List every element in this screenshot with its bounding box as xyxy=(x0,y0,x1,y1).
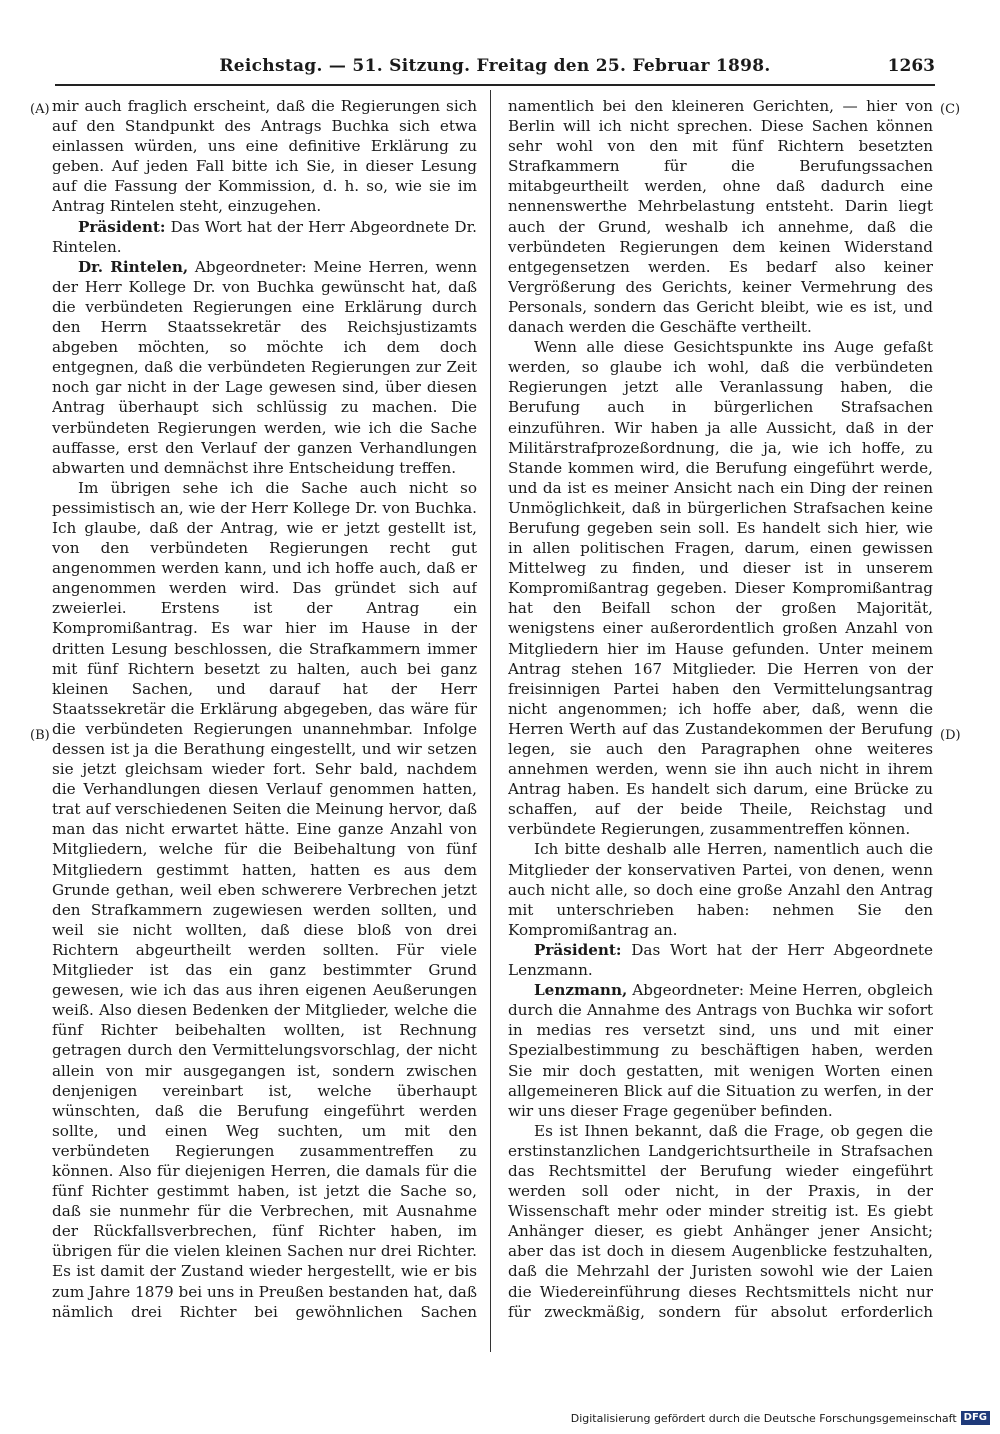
paragraph-text: Abgeordneter: Meine Herren, wenn der Herr Kollege Dr. von Buchka gewünscht hat, daß die verbündeten Regierungen eine Erklärung durch den Herrn Staatssekretär des Reichsjustizamts abgeben möchten, so möchte ich dem doch entgegnen, daß die verbündeten Regierungen zur Zeit noch gar nicht in der Lage gewesen sind, über diesen Antrag überhaupt sich schlüssig zu machen. Die verbündeten Regierungen werden, wie ich die Sache auffasse, erst den Verlauf der ganzen Verhandlungen abwarten und demnächst ihre Entscheidung treffen. xyxy=(52,257,477,477)
paragraph-text: Im übrigen sehe ich die Sache auch nicht so pessimistisch an, wie der Herr Kollege Dr. von Buchka. Ich glaube, daß der Antrag, wie er jetzt gestellt ist, von den verbündeten Regierungen recht gut angenommen werden kann, und ich hoffe auch, daß er angenommen werden wird. Das gründet sich auf zweierlei. Erstens ist der Antrag ein Kompromißantrag. Es war hier im Hause in der dritten Lesung beschlossen, die Strafkammern immer mit fünf Richtern besetzt zu halten, auch bei ganz kleinen Sachen, und darauf hat der Herr Staatssekretär die Erklärung abgegeben, das wäre für die verbündeten Regierungen unannehmbar. Infolge dessen ist ja die Berathung eingestellt, und wir setzen sie jetzt gleichsam wieder fort. Sehr bald, nachdem die Verhandlungen diesen Verlauf genommen hatten, trat auf verschiedenen Seiten die Meinung hervor, daß man das nicht erwartet hätte. Eine ganze Anzahl von Mitgliedern, welche für die Beibehaltung von fünf Mitgliedern gestimmt hatten, hatten es aus dem Grunde gethan, weil eben schwerere Verbrechen jetzt den Strafkammern zugewiesen werden sollten, und weil sie nicht wollten, daß diese bloß von drei Richtern abgeurtheilt werden sollten. Für viele Mitglieder ist das ein ganz bestimmter Grund gewesen, wie ich das aus ihren eigenen Aeußerungen weiß. Also diesen Bedenken der Mitglieder, welche die fünf Richter beibehalten wollten, ist Rechnung getragen durch den Vermittelungsvorschlag, der nicht allein von mir ausgegangen ist, sondern zwischen denjenigen vereinbart ist, welche überhaupt wünschten, daß die Berufung eingeführt werden sollte, und einen Weg suchten, um mit den verbündeten Regierungen zusammentreffen zu können. Also für diejenigen Herren, die damals für die fünf Richter gestimmt haben, ist jetzt die Sache so, daß sie nunmehr für die Verbrechen, mit Ausnahme der Rückfallsverbrechen, fünf Richter haben, im übrigen für die vielen kleinen Sachen nur drei Richter. Es ist damit der Zustand wieder hergestellt, wie er bis zum Jahre 1879 bei uns in Preußen bestanden hat, daß nämlich drei Richter bei gewöhnlichen Sachen xyxy=(52,478,477,1321)
left-column xyxy=(52,96,477,1321)
paragraph-text: Das Wort hat der Herr Abgeordnete Lenzmann. xyxy=(508,940,933,980)
margin-marker-b: (B) xyxy=(30,728,50,743)
paragraph xyxy=(52,217,477,257)
paragraph xyxy=(508,96,933,337)
speaker-name: Präsident: xyxy=(78,217,166,236)
speaker-name: Präsident: xyxy=(534,940,622,959)
paragraph xyxy=(508,980,933,1121)
margin-marker-c: (C) xyxy=(940,102,961,117)
speaker-name: Dr. Rintelen, xyxy=(78,257,189,276)
column-divider xyxy=(490,90,491,1352)
page-footer xyxy=(571,1410,990,1426)
paragraph xyxy=(508,839,933,939)
header-rule xyxy=(55,84,935,86)
page-number: 1263 xyxy=(887,56,935,76)
paragraph-text: Wenn alle diese Gesichtspunkte ins Auge gefaßt werden, so glaube ich wohl, daß die verbündeten Regierungen jetzt alle Veranlassung haben, die Berufung auch in bürgerlichen Strafsachen einzuführen. Wir haben ja alle Aussicht, daß in der Militärstrafprozeßordnung, die ja, wie ich hoffe, zu Stande kommen wird, die Berufung eingeführt werde, und da ist es meiner Ansicht nach ein Ding der reinen Unmöglichkeit, daß in bürgerlichen Strafsachen keine Berufung gegeben sein soll. Es handelt sich hier, wie in allen politischen Fragen, darum, einen gewissen Mittelweg zu finden, und dieser ist in unserem Kompromißantrag gegeben. Dieser Kompromißantrag hat den Beifall schon der großen Majorität, wenigstens einer außerordentlich großen Anzahl von Mitgliedern hier im Hause gefunden. Unter meinem Antrag stehen 167 Mitglieder. Die Herren von der freisinnigen Partei haben den Vermittelungsantrag nicht angenommen; ich hoffe aber, daß, wenn die Herren Werth auf das Zustandekommen der Berufung legen, sie auch den Paragraphen ohne weiteres annehmen werden, wenn sie ihn auch nicht in ihrem Antrag haben. Es handelt sich darum, eine Brücke zu schaffen, auf der beide Theile, Reichstag und verbündete Regierungen, zusammentreffen können. xyxy=(508,338,933,839)
dfg-logo: DFG xyxy=(961,1411,990,1425)
paragraph-text: Das Wort hat der Herr Abgeordnete Dr. Rintelen. xyxy=(52,217,477,256)
paragraph xyxy=(52,96,477,217)
paragraph xyxy=(52,478,477,1321)
paragraph-text: mir auch fraglich erscheint, daß die Regierungen sich auf den Standpunkt des Antrags Buchka sich etwa einlassen würden, uns eine definitive Erklärung zu geben. Auf jeden Fall bitte ich Sie, in dieser Lesung auf die Fassung der Kommission, d. h. so, wie sie im Antrag Rintelen steht, einzugehen. xyxy=(52,97,477,216)
footer-credit: Digitalisierung gefördert durch die Deutsche Forschungsgemeinschaft xyxy=(570,1411,957,1425)
running-title: Reichstag. — 51. Sitzung. Freitag den 25. Februar 1898. xyxy=(219,56,771,76)
paragraph-text: namentlich bei den kleineren Gerichten, — hier von Berlin will ich nicht sprechen. Diese Sachen können sehr wohl von den mit fünf Richtern besetzten Strafkammern für die Berufungssachen mitabgeurtheilt werden, ohne daß dadurch eine nennenswerthe Mehrbelastung entsteht. Darin liegt auch der Grund, weshalb ich annehme, daß die verbündeten Regierungen dem keinen Widerstand entgegensetzen werden. Es bedarf also keiner Vergrößerung des Gerichts, keiner Vermehrung des Personals, sondern das Gericht bleibt, wie es ist, und danach werden die Geschäfte vertheilt. xyxy=(508,97,933,337)
paragraph-text: Ich bitte deshalb alle Herren, namentlich auch die Mitglieder der konservativen Partei, von denen, wenn auch nicht alle, so doch eine große Anzahl den Antrag mit unterschrieben haben: nehmen Sie den Kompromißantrag an. xyxy=(508,840,933,939)
paragraph xyxy=(52,257,477,478)
paragraph-text: Abgeordneter: Meine Herren, obgleich durch die Annahme des Antrags von Buchka wir sofort in medias res versetzt sind, uns und mit einer Spezialbestimmung zu beschäftigen haben, werden Sie mir doch gestatten, mit wenigen Worten einen allgemeineren Blick auf die Situation zu werfen, in der wir uns dieser Frage gegenüber befinden. xyxy=(508,981,933,1120)
paragraph xyxy=(508,940,933,980)
paragraph xyxy=(508,1121,933,1321)
paragraph xyxy=(508,337,933,839)
right-column xyxy=(508,96,933,1321)
speaker-name: Lenzmann, xyxy=(534,981,628,1000)
paragraph-text: Es ist Ihnen bekannt, daß die Frage, ob gegen die erstinstanzlichen Landgerichtsurtheile in Strafsachen das Rechtsmittel der Berufung wieder eingeführt werden soll oder nicht, in der Praxis, in der Wissenschaft mehr oder minder streitig ist. Es giebt Anhänger dieser, es giebt Anhänger jener Ansicht; aber das ist doch in diesem Augenblicke festzuhalten, daß die Mehrzahl der Juristen sowohl wie der Laien die Wiedereinführung dieses Rechtsmittels nicht nur für zweckmäßig, sondern für absolut erforderlich xyxy=(508,1121,933,1321)
margin-marker-a: (A) xyxy=(30,102,50,117)
page-header xyxy=(55,52,935,82)
margin-marker-d: (D) xyxy=(940,728,961,743)
